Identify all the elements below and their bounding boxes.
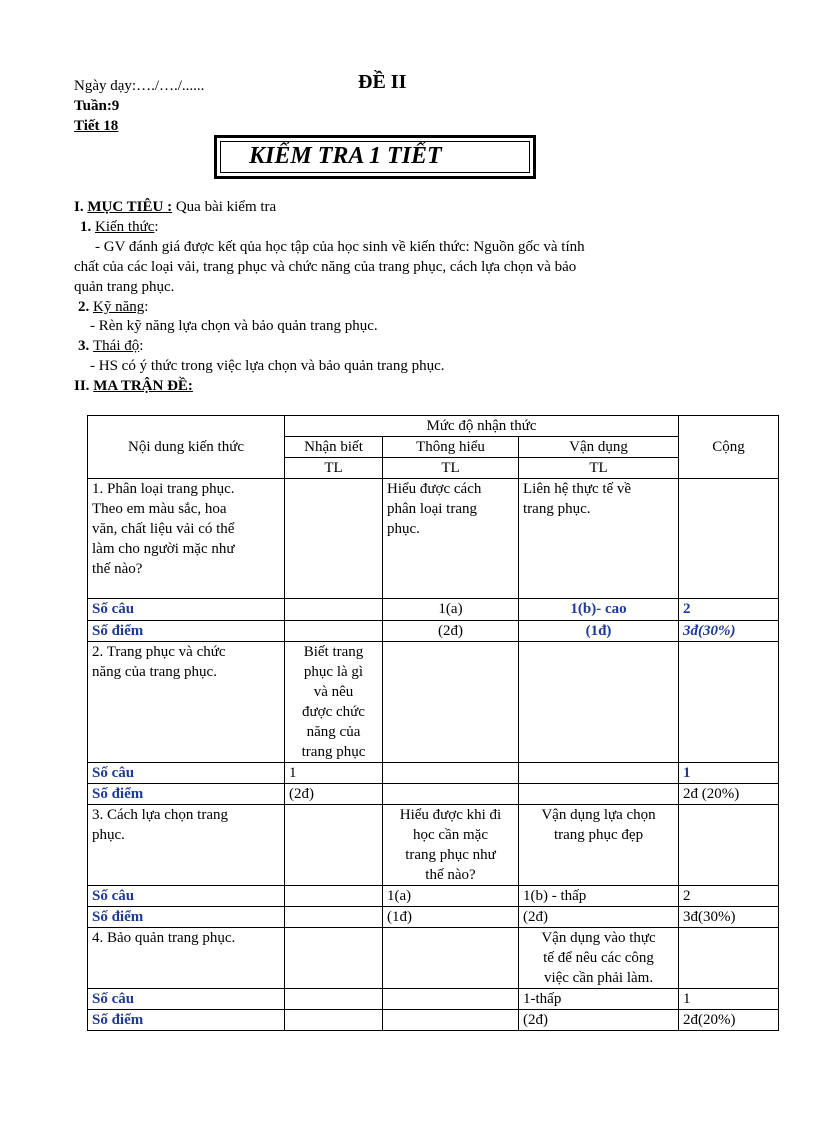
topic-content: [88, 479, 285, 599]
nb-cau-cell: [285, 599, 383, 621]
topic-content: [88, 642, 285, 763]
cell-line: 2. Trang phục và chức: [92, 644, 226, 660]
cell-line: 1. Phân loại trang phục.: [92, 481, 235, 497]
total-cell: [679, 805, 779, 886]
question-count-row: [88, 886, 779, 907]
question-count-row: [88, 763, 779, 784]
cell-line: Vận dụng vào thực: [541, 930, 656, 946]
row-label: Số câu: [88, 599, 285, 621]
cell-line: 3. Cách lựa chọn trang: [92, 807, 229, 823]
table-row: [88, 928, 779, 989]
item-number: 2.: [78, 299, 93, 315]
th-cau-cell: [383, 989, 519, 1010]
th-diem-cell: (2đ): [383, 621, 519, 642]
row-label: Số câu: [88, 763, 285, 784]
table-row: [88, 805, 779, 886]
nb-diem-cell: [285, 1010, 383, 1031]
total-cell: [679, 642, 779, 763]
nb-cau-cell: [285, 989, 383, 1010]
header-total: Cộng: [679, 416, 779, 479]
item-label: Thái độ: [93, 338, 140, 354]
vd-cau-cell: 1(b) - thấp: [519, 886, 679, 907]
header-apply: Vận dụng: [519, 437, 679, 458]
section-number: II.: [74, 378, 94, 394]
cell-line: Liên hệ thực tế về: [523, 481, 632, 497]
cell-line: năng của: [306, 724, 361, 740]
cell-line: Hiểu được khi đi: [399, 807, 502, 823]
attitude-line: - HS có ý thức trong việc lựa chọn và bảo quản trang phục.: [90, 358, 445, 374]
topic-content: [88, 928, 285, 989]
cell-line: và nêu: [313, 684, 354, 700]
recognize-cell: [285, 805, 383, 886]
cell-line: trang phục đẹp: [553, 827, 644, 843]
total-cau-cell: 1: [679, 989, 779, 1010]
vd-diem-cell: (1đ): [519, 621, 679, 642]
attitude-heading: [78, 336, 143, 356]
table-header-row: [88, 416, 779, 437]
row-label: Số điểm: [88, 907, 285, 928]
topic-content: [88, 805, 285, 886]
understand-cell: [383, 928, 519, 989]
total-diem-cell: 2đ(20%): [679, 1010, 779, 1031]
nb-cau-cell: [285, 886, 383, 907]
item-colon: :: [154, 219, 159, 235]
th-diem-cell: (1đ): [383, 907, 519, 928]
header-tl: TL: [285, 458, 383, 479]
vd-cau-cell: [519, 763, 679, 784]
cell-line: thế nào?: [92, 561, 143, 577]
cell-line: trang phục.: [523, 501, 591, 517]
header-cognitive-level: Mức độ nhận thức: [285, 416, 679, 437]
score-row: [88, 1010, 779, 1031]
nb-diem-cell: (2đ): [285, 784, 383, 805]
section-number: I.: [74, 199, 88, 215]
row-label: Số điểm: [88, 621, 285, 642]
score-row: [88, 621, 779, 642]
vd-diem-cell: (2đ): [519, 907, 679, 928]
cell-line: làm cho người mặc như: [92, 541, 235, 557]
cell-line: trang phục như: [405, 847, 496, 863]
nb-diem-cell: [285, 621, 383, 642]
total-cau-cell: 1: [679, 763, 779, 784]
teaching-date: Ngày dạy:…./…./......: [74, 78, 205, 94]
apply-cell: [519, 642, 679, 763]
nb-diem-cell: [285, 907, 383, 928]
cell-line: phục.: [387, 521, 420, 537]
item-label: Kỹ năng: [93, 299, 145, 315]
item-number: 1.: [80, 219, 95, 235]
section-objectives-heading: [74, 197, 276, 217]
knowledge-heading: [80, 217, 159, 237]
total-cell: [679, 479, 779, 599]
title-box: [214, 135, 536, 179]
score-row: [88, 784, 779, 805]
table-row: [88, 479, 779, 599]
apply-cell: [519, 479, 679, 599]
question-count-row: [88, 989, 779, 1010]
header-understand: Thông hiểu: [383, 437, 519, 458]
total-diem-cell: 3đ(30%): [679, 907, 779, 928]
row-label: Số điểm: [88, 1010, 285, 1031]
th-cau-cell: 1(a): [383, 886, 519, 907]
item-colon: :: [144, 299, 149, 315]
cell-line: Biết trang: [303, 644, 364, 660]
header-content: Nội dung kiến thức: [88, 416, 285, 479]
th-cau-cell: 1(a): [383, 599, 519, 621]
skills-line: - Rèn kỹ năng lựa chọn và bảo quản trang phục.: [90, 318, 378, 334]
th-diem-cell: [383, 1010, 519, 1031]
exam-matrix-table: [87, 415, 779, 1031]
exam-version: ĐỀ II: [358, 71, 407, 93]
cell-line: Hiểu được cách: [387, 481, 482, 497]
recognize-cell: [285, 642, 383, 763]
th-cau-cell: [383, 763, 519, 784]
row-label: Số câu: [88, 886, 285, 907]
cell-line: phục.: [92, 827, 125, 843]
total-cau-cell: 2: [679, 886, 779, 907]
knowledge-line-1: - GV đánh giá được kết qủa học tập của học sinh về kiến thức: Nguồn gốc và tính: [95, 239, 585, 255]
knowledge-line-3: quản trang phục.: [74, 279, 175, 295]
total-cau-cell: 2: [679, 599, 779, 621]
understand-cell: [383, 805, 519, 886]
item-colon: :: [139, 338, 144, 354]
cell-line: Vận dụng lựa chọn: [541, 807, 656, 823]
recognize-cell: [285, 479, 383, 599]
item-label: Kiến thức: [95, 219, 155, 235]
skills-heading: [78, 297, 148, 317]
header-tl: TL: [383, 458, 519, 479]
header-tl: TL: [519, 458, 679, 479]
total-diem-cell: 3đ(30%): [679, 621, 779, 642]
cell-line: Theo em màu sắc, hoa: [92, 501, 227, 517]
section-matrix-heading: [74, 376, 193, 396]
knowledge-line-2: chất của các loại vải, trang phục và chức năng của trang phục, cách lựa chọn và bảo: [74, 259, 577, 275]
cell-line: tế để nêu các công: [543, 950, 654, 966]
vd-cau-cell: 1-thấp: [519, 989, 679, 1010]
apply-cell: [519, 928, 679, 989]
cell-line: học cần mặc: [413, 827, 488, 843]
vd-diem-cell: [519, 784, 679, 805]
cell-line: việc cần phải làm.: [543, 970, 654, 986]
item-number: 3.: [78, 338, 93, 354]
total-diem-cell: 2đ (20%): [679, 784, 779, 805]
cell-line: phân loại trang: [387, 501, 477, 517]
score-row: [88, 907, 779, 928]
understand-cell: [383, 642, 519, 763]
cell-line: 4. Bảo quản trang phục.: [92, 930, 236, 946]
cell-line: trang phục: [301, 744, 366, 760]
row-label: Số điểm: [88, 784, 285, 805]
question-count-row: [88, 599, 779, 621]
section-title: MỤC TIÊU :: [87, 199, 173, 215]
total-cell: [679, 928, 779, 989]
period-label: Tiết 18: [74, 118, 119, 134]
table-row: [88, 642, 779, 763]
section-subtitle: Qua bài kiểm tra: [172, 199, 277, 215]
row-label: Số câu: [88, 989, 285, 1010]
vd-diem-cell: (2đ): [519, 1010, 679, 1031]
nb-cau-cell: 1: [285, 763, 383, 784]
cell-line: năng của trang phục.: [92, 664, 217, 680]
cell-line: được chức: [302, 704, 365, 720]
recognize-cell: [285, 928, 383, 989]
cell-line: thế nào?: [425, 867, 476, 883]
cell-line: văn, chất liệu vải có thể: [92, 521, 235, 537]
understand-cell: [383, 479, 519, 599]
cell-line: phục là gì: [303, 664, 364, 680]
th-diem-cell: [383, 784, 519, 805]
section-title: MA TRẬN ĐỀ:: [93, 378, 193, 394]
header-recognize: Nhận biết: [285, 437, 383, 458]
page-title: KIỂM TRA 1 TIẾT: [249, 143, 442, 169]
apply-cell: [519, 805, 679, 886]
week-label: Tuần:9: [74, 98, 120, 114]
vd-cau-cell: 1(b)- cao: [519, 599, 679, 621]
